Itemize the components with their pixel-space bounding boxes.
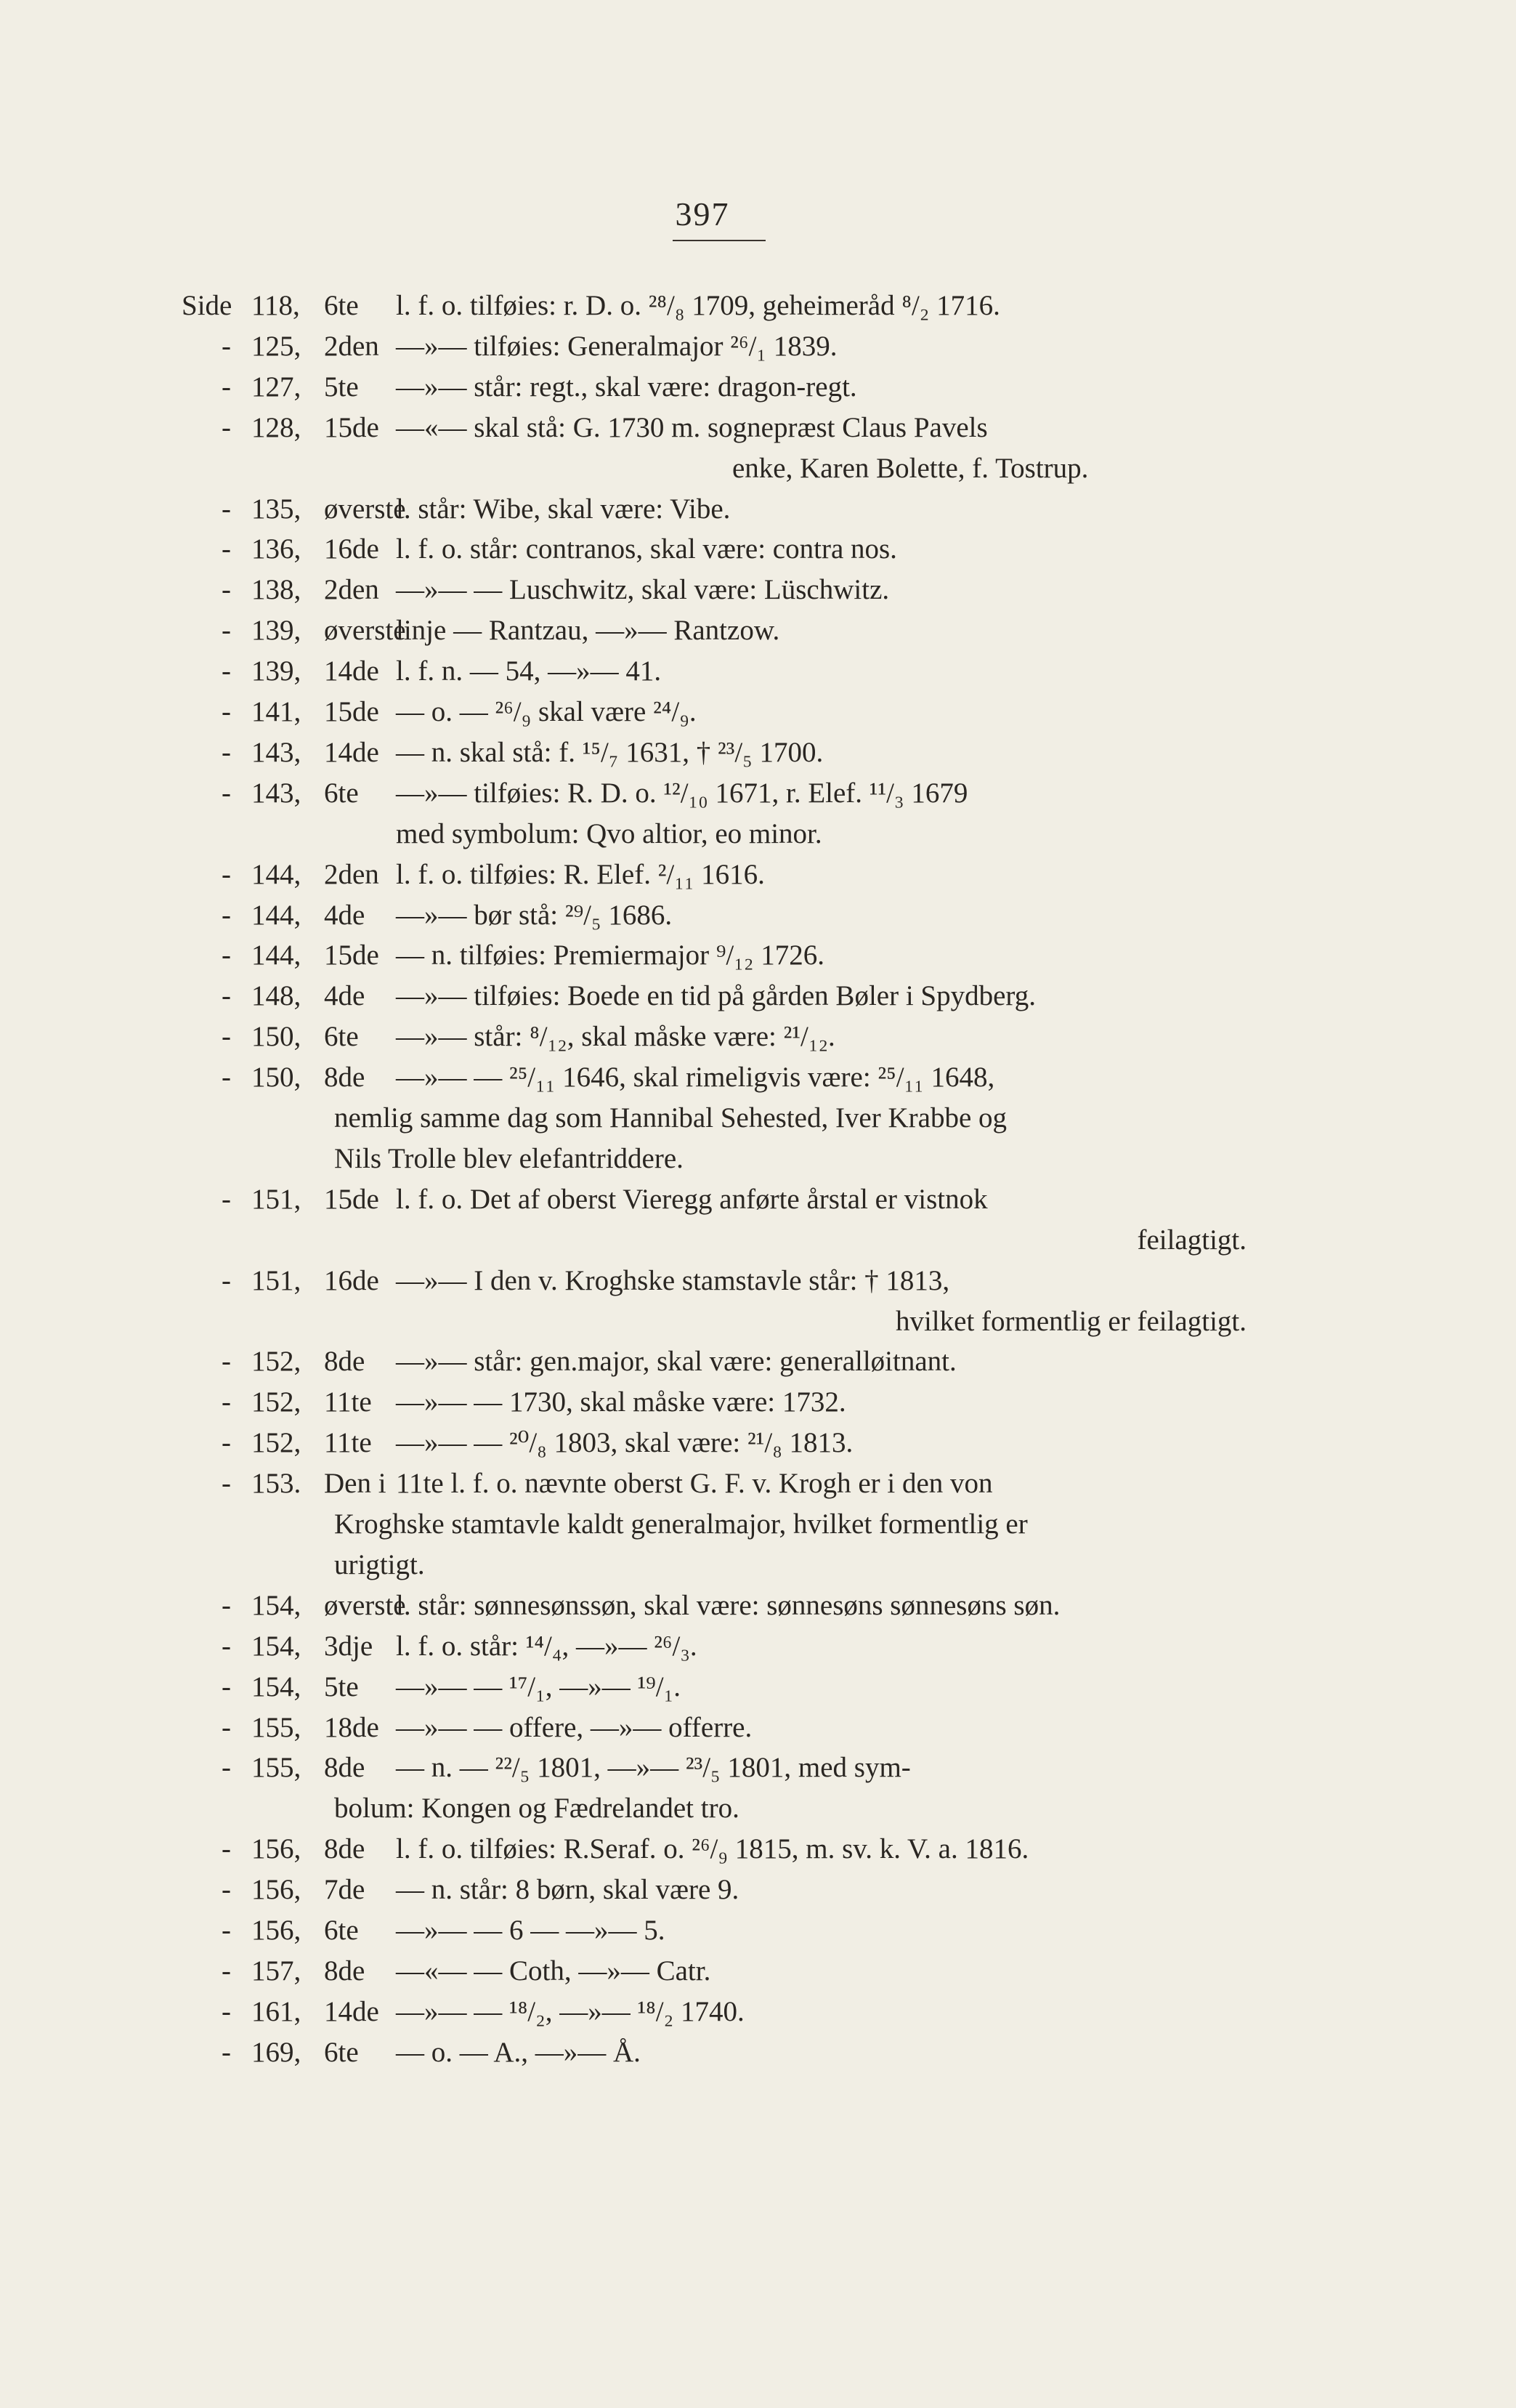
entry-line: 4de xyxy=(324,899,365,931)
entry-prefix: - xyxy=(222,371,231,403)
errata-entry xyxy=(0,1910,1516,1951)
entry-prefix: - xyxy=(222,411,231,443)
entry-page: 154, xyxy=(251,1670,301,1702)
entry-line: 2den xyxy=(324,330,379,362)
entry-prefix: - xyxy=(222,533,231,565)
entry-page: 141, xyxy=(251,696,301,727)
entry-page: 155, xyxy=(251,1752,301,1784)
entry-prefix: - xyxy=(222,736,231,768)
entry-page: 157, xyxy=(251,1955,301,1987)
entry-text: l. f. o. tilføies: r. D. o. ²⁸/₈ 1709, geheimeråd ⁸/₂ 1716. xyxy=(396,290,1000,321)
entry-page: 154, xyxy=(251,1589,301,1621)
errata-entry xyxy=(0,1179,1516,1220)
entry-page: 143, xyxy=(251,736,301,768)
entry-continuation: feilagtigt. xyxy=(1137,1224,1247,1256)
entry-page: 138, xyxy=(251,574,301,606)
entry-prefix: - xyxy=(222,1264,231,1296)
entry-page: 152, xyxy=(251,1386,301,1418)
entry-prefix: - xyxy=(222,1183,231,1215)
entry-text: —»— — ¹⁷/₁, —»— ¹⁹/₁. xyxy=(396,1670,681,1702)
entry-text: — o. — ²⁶/₉ skal være ²⁴/₉. xyxy=(396,696,697,727)
entry-line: 14de xyxy=(324,1995,379,2027)
entry-page: 156, xyxy=(251,1915,301,1946)
entry-text: — n. — ²²/₅ 1801, —»— ²³/₅ 1801, med sym- xyxy=(396,1752,911,1784)
entry-text: —»— I den v. Kroghske stamstavle står: † 1813, xyxy=(396,1264,950,1296)
errata-entry xyxy=(0,367,1516,408)
errata-entry xyxy=(0,489,1516,530)
entry-prefix: - xyxy=(222,1589,231,1621)
entry-continuation: nemlig samme dag som Hannibal Sehested, Iver Krabbe og xyxy=(334,1102,1008,1134)
entry-continuation: bolum: Kongen og Fædrelandet tro. xyxy=(334,1793,739,1825)
entry-continuation: hvilket formentlig er feilagtigt. xyxy=(895,1305,1247,1337)
entry-text: —»— — ¹⁸/₂, —»— ¹⁸/₂ 1740. xyxy=(396,1995,745,2027)
entry-text: —»— står: gen.major, skal være: generalløitnant. xyxy=(396,1346,957,1378)
entry-line: 8de xyxy=(324,1955,365,1987)
entry-text: —»— — ²⁰/₈ 1803, skal være: ²¹/₈ 1813. xyxy=(396,1427,854,1459)
errata-entry xyxy=(0,1829,1516,1870)
errata-entry xyxy=(0,732,1516,773)
entry-prefix: - xyxy=(222,1874,231,1906)
entry-line: 8de xyxy=(324,1752,365,1784)
entry-line: 6te xyxy=(324,290,359,321)
entry-line: Den i xyxy=(324,1468,386,1500)
entry-prefix: - xyxy=(222,1346,231,1378)
errata-entry xyxy=(0,1382,1516,1423)
entry-line: 7de xyxy=(324,1874,365,1906)
entry-prefix: - xyxy=(222,1427,231,1459)
entry-text: —«— — Coth, —»— Catr. xyxy=(396,1955,711,1987)
entry-text: l. står: Wibe, skal være: Vibe. xyxy=(396,493,731,525)
entry-prefix: - xyxy=(222,1062,231,1094)
errata-entry xyxy=(0,1261,1516,1301)
errata-entry xyxy=(0,1423,1516,1463)
errata-entry xyxy=(0,773,1516,814)
entry-line: 5te xyxy=(324,1670,359,1702)
errata-entry xyxy=(0,529,1516,570)
entry-page: 136, xyxy=(251,533,301,565)
errata-entry xyxy=(0,286,1516,326)
entry-text: l. f. o. står: contranos, skal være: contra nos. xyxy=(396,533,897,565)
errata-entry xyxy=(0,976,1516,1017)
entry-text: —»— tilføies: R. D. o. ¹²/₁₀ 1671, r. Elef. ¹¹/₃ 1679 xyxy=(396,777,968,809)
entry-text: l. f. o. tilføies: R. Elef. ²/₁₁ 1616. xyxy=(396,858,765,890)
entry-line: 2den xyxy=(324,858,379,890)
entry-prefix: - xyxy=(222,615,231,647)
entry-continuation: med symbolum: Qvo altior, eo minor. xyxy=(396,817,822,849)
entry-text: —»— tilføies: Generalmajor ²⁶/₁ 1839. xyxy=(396,330,838,362)
errata-entry xyxy=(0,1951,1516,1992)
errata-entry xyxy=(0,895,1516,936)
entry-prefix: - xyxy=(222,1630,231,1662)
errata-entry xyxy=(0,854,1516,895)
entry-prefix: - xyxy=(222,1915,231,1946)
entry-page: 135, xyxy=(251,493,301,525)
errata-entry xyxy=(0,1992,1516,2032)
entry-prefix: - xyxy=(222,858,231,890)
errata-entry xyxy=(0,651,1516,692)
entry-prefix: - xyxy=(222,696,231,727)
entry-prefix: - xyxy=(222,1711,231,1743)
entry-prefix: - xyxy=(222,1995,231,2027)
errata-entry xyxy=(0,408,1516,448)
entry-page: 169, xyxy=(251,2036,301,2068)
entry-prefix: Side xyxy=(182,290,232,321)
entry-text: —»— — offere, —»— offerre. xyxy=(396,1711,753,1743)
entry-line: øverste xyxy=(324,1589,406,1621)
entry-text: 11te l. f. o. nævnte oberst G. F. v. Krogh er i den von xyxy=(396,1468,993,1500)
errata-entry xyxy=(0,692,1516,732)
entry-text: —»— tilføies: Boede en tid på gården Bøler i Spydberg. xyxy=(396,980,1036,1012)
entry-line: 8de xyxy=(324,1833,365,1865)
entry-page: 118, xyxy=(251,290,300,321)
entry-prefix: - xyxy=(222,1468,231,1500)
errata-entry xyxy=(0,2032,1516,2073)
entry-page: 148, xyxy=(251,980,301,1012)
entry-continuation: urigtigt. xyxy=(334,1548,425,1580)
entry-line: 15de xyxy=(324,696,379,727)
errata-entry xyxy=(0,1870,1516,1910)
entry-text: —»— — 6 — —»— 5. xyxy=(396,1915,665,1946)
errata-entry xyxy=(0,935,1516,976)
entry-line: 6te xyxy=(324,2036,359,2068)
entry-line: 8de xyxy=(324,1062,365,1094)
entry-continuation: enke, Karen Bolette, f. Tostrup. xyxy=(732,452,1089,484)
entry-line: 14de xyxy=(324,655,379,687)
entry-line: 11te xyxy=(324,1386,372,1418)
entry-line: 4de xyxy=(324,980,365,1012)
errata-entry xyxy=(0,1708,1516,1748)
entry-line: øverste xyxy=(324,615,406,647)
entry-line: 16de xyxy=(324,1264,379,1296)
entry-page: 143, xyxy=(251,777,301,809)
entry-line: 15de xyxy=(324,1183,379,1215)
entry-line: 8de xyxy=(324,1346,365,1378)
entry-prefix: - xyxy=(222,1021,231,1053)
entry-prefix: - xyxy=(222,330,231,362)
entry-line: øverste xyxy=(324,493,406,525)
entry-page: 139, xyxy=(251,655,301,687)
entry-page: 152, xyxy=(251,1346,301,1378)
errata-entry xyxy=(0,1667,1516,1708)
entry-prefix: - xyxy=(222,1955,231,1987)
entry-prefix: - xyxy=(222,980,231,1012)
entry-prefix: - xyxy=(222,1752,231,1784)
page-number-rule xyxy=(673,240,766,241)
entry-page: 156, xyxy=(251,1874,301,1906)
errata-entry xyxy=(0,326,1516,367)
entry-page: 128, xyxy=(251,411,301,443)
entry-continuation: Nils Trolle blev elefantriddere. xyxy=(334,1142,684,1174)
entry-prefix: - xyxy=(222,574,231,606)
entry-line: 15de xyxy=(324,940,379,971)
entry-line: 11te xyxy=(324,1427,372,1459)
entry-prefix: - xyxy=(222,1670,231,1702)
entry-prefix: - xyxy=(222,940,231,971)
entry-line: 3dje xyxy=(324,1630,373,1662)
entry-text: —»— — 1730, skal måske være: 1732. xyxy=(396,1386,846,1418)
entry-text: —»— står: regt., skal være: dragon-regt. xyxy=(396,371,857,403)
entry-page: 154, xyxy=(251,1630,301,1662)
entry-text: l. f. o. står: ¹⁴/₄, —»— ²⁶/₃. xyxy=(396,1630,697,1662)
errata-entry xyxy=(0,1057,1516,1098)
entry-page: 150, xyxy=(251,1062,301,1094)
entry-text: —»— står: ⁸/₁₂, skal måske være: ²¹/₁₂. xyxy=(396,1021,835,1053)
entry-page: 127, xyxy=(251,371,301,403)
page-number: 397 xyxy=(675,195,730,233)
errata-entry xyxy=(0,1585,1516,1626)
entry-page: 150, xyxy=(251,1021,301,1053)
entry-text: l. f. o. tilføies: R.Seraf. o. ²⁶/₉ 1815, m. sv. k. V. a. 1816. xyxy=(396,1833,1029,1865)
entry-prefix: - xyxy=(222,2036,231,2068)
entry-page: 152, xyxy=(251,1427,301,1459)
entry-text: linje — Rantzau, —»— Rantzow. xyxy=(396,615,780,647)
entry-line: 6te xyxy=(324,1021,359,1053)
entry-prefix: - xyxy=(222,1833,231,1865)
entry-text: l. f. n. — 54, —»— 41. xyxy=(396,655,662,687)
entry-line: 2den xyxy=(324,574,379,606)
entry-text: —»— bør stå: ²⁹/₅ 1686. xyxy=(396,899,673,931)
entry-text: — n. tilføies: Premiermajor ⁹/₁₂ 1726. xyxy=(396,940,824,971)
entry-continuation: Kroghske stamtavle kaldt generalmajor, hvilket formentlig er xyxy=(334,1508,1028,1540)
entry-line: 15de xyxy=(324,411,379,443)
entry-page: 125, xyxy=(251,330,301,362)
entry-line: 18de xyxy=(324,1711,379,1743)
entry-text: —»— — ²⁵/₁₁ 1646, skal rimeligvis være: ²⁵/₁₁ 1648, xyxy=(396,1062,995,1094)
errata-entry xyxy=(0,610,1516,651)
entry-prefix: - xyxy=(222,899,231,931)
errata-entry xyxy=(0,1341,1516,1382)
entry-text: —«— skal stå: G. 1730 m. sognepræst Claus Pavels xyxy=(396,411,988,443)
errata-entry xyxy=(0,1626,1516,1667)
entry-page: 144, xyxy=(251,940,301,971)
entry-text: — o. — A., —»— Å. xyxy=(396,2036,641,2068)
entry-text: l. f. o. Det af oberst Vieregg anførte årstal er vistnok xyxy=(396,1183,988,1215)
entry-prefix: - xyxy=(222,493,231,525)
errata-entry xyxy=(0,1017,1516,1057)
entry-line: 14de xyxy=(324,736,379,768)
entry-prefix: - xyxy=(222,655,231,687)
entry-page: 151, xyxy=(251,1183,301,1215)
entry-prefix: - xyxy=(222,1386,231,1418)
entry-prefix: - xyxy=(222,777,231,809)
entry-page: 156, xyxy=(251,1833,301,1865)
entry-page: 161, xyxy=(251,1995,301,2027)
entry-line: 6te xyxy=(324,777,359,809)
entry-page: 139, xyxy=(251,615,301,647)
entry-text: — n. står: 8 børn, skal være 9. xyxy=(396,1874,739,1906)
entry-line: 5te xyxy=(324,371,359,403)
entry-page: 153. xyxy=(251,1468,301,1500)
entry-page: 151, xyxy=(251,1264,301,1296)
errata-entry xyxy=(0,1463,1516,1504)
entry-page: 144, xyxy=(251,858,301,890)
entry-page: 144, xyxy=(251,899,301,931)
entry-line: 16de xyxy=(324,533,379,565)
errata-entry xyxy=(0,1748,1516,1788)
entry-line: 6te xyxy=(324,1915,359,1946)
entry-page: 155, xyxy=(251,1711,301,1743)
errata-entry xyxy=(0,570,1516,610)
entry-text: —»— — Luschwitz, skal være: Lüschwitz. xyxy=(396,574,890,606)
entry-text: — n. skal stå: f. ¹⁵/₇ 1631, † ²³/₅ 1700. xyxy=(396,736,824,768)
entry-text: l. står: sønnesønssøn, skal være: sønnesøns sønnesøns søn. xyxy=(396,1589,1061,1621)
